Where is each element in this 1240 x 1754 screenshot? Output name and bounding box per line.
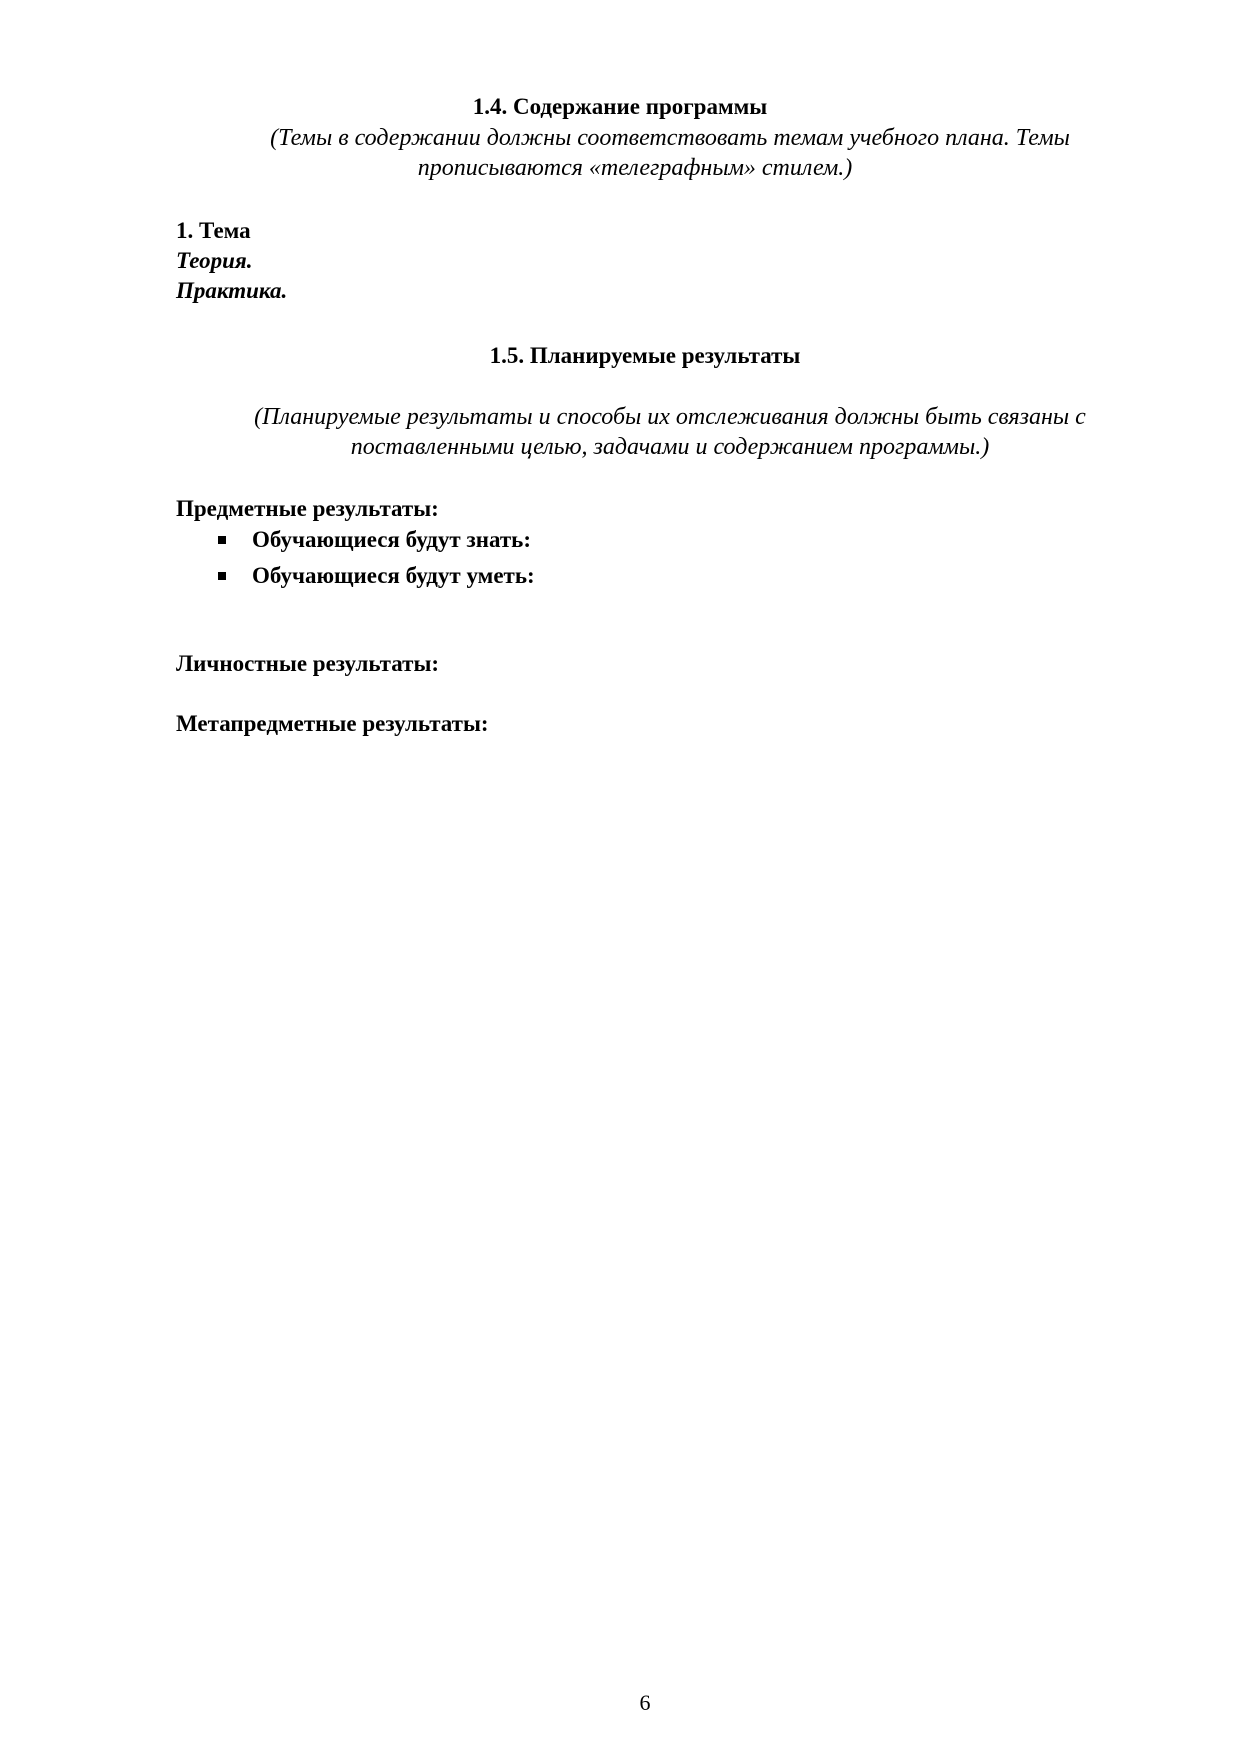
section-1-4-note-line2: прописываются «телеграфным» стилем.) bbox=[417, 155, 853, 181]
section-1-4-title: 1.4. Содержание программы bbox=[472, 94, 768, 119]
subject-results-title: Предметные результаты: bbox=[176, 496, 439, 521]
topic-theory: Теория. bbox=[176, 248, 253, 273]
personal-results-title: Личностные результаты: bbox=[176, 651, 440, 676]
section-1-5-note-line2: поставленными целью, задачами и содержанием программы.) bbox=[350, 434, 990, 460]
list-item: Обучающиеся будут уметь: bbox=[252, 563, 535, 588]
meta-results-title: Метапредметные результаты: bbox=[176, 711, 489, 736]
bullet-icon bbox=[218, 572, 226, 580]
bullet-icon bbox=[218, 536, 226, 544]
topic-title: 1. Тема bbox=[176, 218, 251, 243]
section-1-5-note-line1: (Планируемые результаты и способы их отслеживания должны быть связаны с bbox=[254, 404, 1086, 430]
topic-practice: Практика. bbox=[176, 278, 288, 303]
section-1-5-title: 1.5. Планируемые результаты bbox=[489, 343, 801, 368]
page-number: 6 bbox=[639, 1690, 651, 1715]
list-item: Обучающиеся будут знать: bbox=[252, 527, 531, 552]
section-1-4-note-line1: (Темы в содержании должны соответствовать темам учебного плана. Темы bbox=[270, 125, 1070, 151]
